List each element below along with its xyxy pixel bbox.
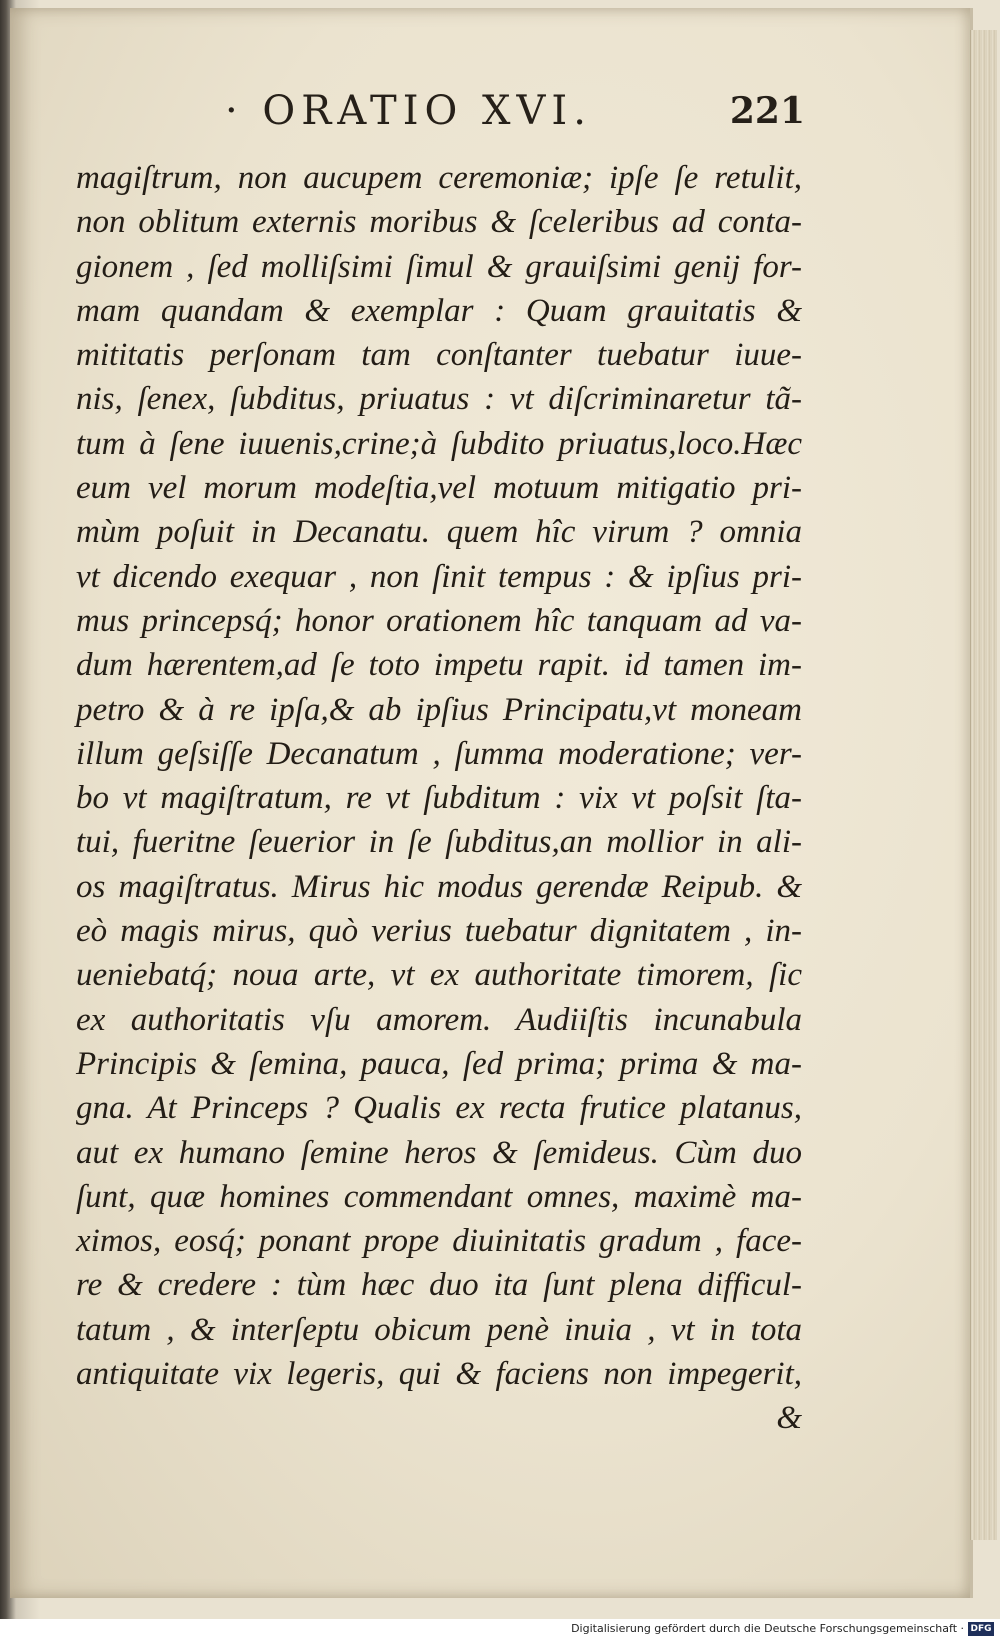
text-line: re & credere : tùm hæc duo ita ſunt plena difficul- [76, 1267, 802, 1304]
page-header [225, 88, 805, 148]
text-line: gna. At Princeps ? Qualis ex recta frutice platanus, [76, 1090, 802, 1127]
text-line: dum hærentem,ad ſe toto impetu rapit. id tamen im- [76, 647, 802, 684]
running-head: · ORATIO XVI. [225, 88, 592, 134]
text-line: ſunt, quæ homines commendant omnes, maximè ma- [76, 1178, 802, 1215]
text-line: illum geſsiſſe Decanatum , ſumma moderatione; ver- [76, 735, 802, 772]
page-edge [970, 30, 997, 1540]
text-line: bo vt magiſtratum, re vt ſubditum : vix vt poſsit ſta- [76, 780, 802, 817]
text-line: non oblitum externis moribus & ſceleribus ad conta- [76, 204, 802, 241]
text-line: mus princepsq́; honor orationem hîc tanquam ad va- [76, 602, 802, 639]
text-line: mam quandam & exemplar : Quam grauitatis & [76, 292, 802, 329]
text-line: mùm poſuit in Decanatu. quem hîc virum ? omnia [76, 514, 802, 551]
catchword: & [776, 1400, 802, 1437]
text-line: aut ex humano ſemine heros & ſemideus. Cùm duo [76, 1134, 802, 1171]
text-line: eum vel morum modeſtia,vel motuum mitigatio pri- [76, 470, 802, 507]
text-line: eò magis mirus, quò verius tuebatur dignitatem , in- [76, 913, 802, 950]
text-line: tatum , & interſeptu obicum penè inuia , vt in tota [76, 1311, 802, 1348]
page-number: 221 [729, 90, 805, 132]
text-line: ex authoritatis vſu amorem. Audiiſtis incunabula [76, 1001, 802, 1038]
text-line: tum à ſene iuuenis,crine;à ſubdito priuatus,loco.Hæc [76, 425, 802, 462]
text-line: mititatis perſonam tam conſtanter tuebatur iuue- [76, 337, 802, 374]
text-line: gionem , ſed molliſsimi ſimul & grauiſsimi genij for- [76, 248, 802, 285]
digitization-footer [0, 1619, 1000, 1641]
text-line: Principis & ſemina, pauca, ſed prima; prima & ma- [76, 1045, 802, 1082]
dfg-logo: DFG [968, 1622, 994, 1636]
text-line: antiquitate vix legeris, qui & faciens non impegerit, [76, 1356, 802, 1393]
body-text [76, 156, 802, 1441]
text-line: os magiſtratus. Mirus hic modus gerendæ Reipub. & [76, 868, 802, 905]
text-line: magiſtrum, non aucupem ceremoniæ; ipſe ſe retulit, [76, 160, 802, 196]
text-line: ximos, eosq́; ponant prope diuinitatis gradum , face- [76, 1223, 802, 1260]
text-line: ueniebatq́; noua arte, vt ex authoritate timorem, ſic [76, 957, 802, 994]
text-line: tui, fueritne ſeuerior in ſe ſubditus,an mollior in ali- [76, 824, 802, 861]
book-page [10, 8, 973, 1598]
text-line: vt dicendo exequar , non ſinit tempus : & ipſius pri- [76, 558, 802, 595]
text-line: petro & à re ipſa,& ab ipſius Principatu,vt moneam [76, 691, 802, 728]
text-line: nis, ſenex, ſubditus, priuatus : vt diſcriminaretur tã- [76, 381, 802, 418]
funding-credit: Digitalisierung gefördert durch die Deutsche Forschungsgemeinschaft · [571, 1622, 964, 1635]
